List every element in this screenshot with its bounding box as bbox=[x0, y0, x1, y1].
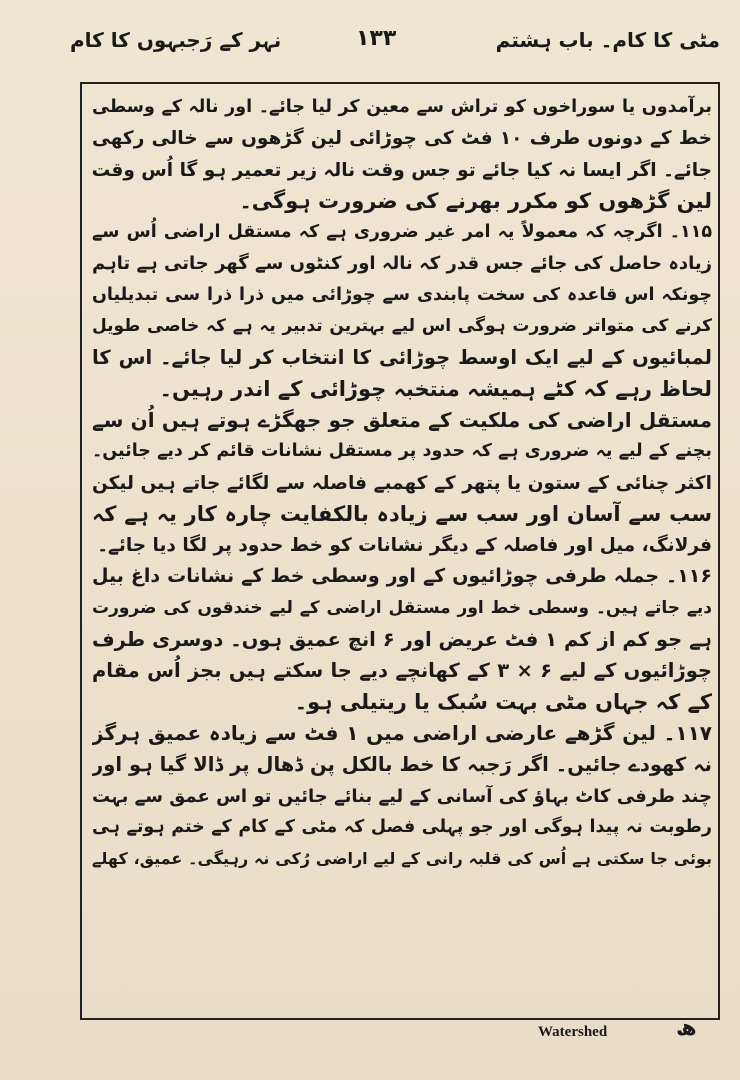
text-line: برآمدوں یا سوراخوں کو تراش سے معین کر لیا جائے۔ اور نالہ کے وسطی bbox=[92, 97, 712, 117]
text-line: رطوبت نہ پیدا ہوگی اور جو پہلی فصل کہ مٹی کے کام کے ختم ہوتے ہی bbox=[92, 816, 712, 837]
text-line: چوڑائیوں کے لیے ۶ × ۳ کے کھانچے دیے جا سکتے ہیں بجز اُس مقام bbox=[92, 659, 712, 683]
text-line: اکثر چنائی کے ستون یا پتھر کے کھمبے فاصلہ سے لگائے جاتے ہیں لیکن bbox=[92, 472, 712, 494]
text-line: ہے جو کم از کم ۱ فٹ عریض اور ۶ انچ عمیق ہوں۔ دوسری طرف bbox=[92, 628, 712, 652]
page-header bbox=[0, 0, 740, 80]
text-line: بچنے کے لیے یہ ضروری ہے کہ حدود پر مستقل نشانات قائم کر دیے جائیں۔ bbox=[92, 441, 712, 462]
text-line: خط کے دونوں طرف ۱۰ فٹ کی چوڑائی لین گڑھوں سے خالی رکھی bbox=[92, 128, 712, 150]
text-line: بوئی جا سکتی ہے اُس کی قلبہ رانی کے لیے اراضی رُکی نہ رہیگی۔ عمیق، کھلے bbox=[92, 849, 712, 869]
text-line: چند طرفی کاٹ بہاؤ کی آسانی کے لیے بنائے جائیں تو اس عمق سے بہت bbox=[92, 785, 712, 807]
page-body-text bbox=[92, 92, 712, 1012]
text-line: کرنے کی متواتر ضرورت ہوگی اس لیے بہترین تدبیر یہ ہے کہ خاصی طویل bbox=[92, 316, 712, 337]
text-line: چونکہ اس قاعدہ کی سخت پابندی سے چوڑائی میں ذرا ذرا سی تبدیلیاں bbox=[92, 284, 712, 305]
text-line: لین گڑھوں کو مکرر بھرنے کی ضرورت ہوگی۔ bbox=[239, 188, 712, 213]
text-line: لمبائیوں کے لیے ایک اوسط چوڑائی کا انتخاب کر لیا جائے۔ اس کا bbox=[92, 346, 712, 370]
text-line: زیادہ حاصل کی جائے جس قدر کہ نالہ اور کنٹوں سے گھر جاتی ہے تاہم bbox=[92, 253, 712, 275]
page-number: ۱۳۳ bbox=[356, 26, 397, 51]
text-line: فرلانگ، میل اور فاصلہ کے دیگر نشانات کو خط حدود پر لگا دیا جائے۔ bbox=[97, 535, 712, 557]
text-line: کے کہ جہاں مٹی بہت سُبک یا ریتیلی ہو۔ bbox=[294, 689, 712, 714]
text-line: نہ کھودے جائیں۔ اگر رَجبہ کا خط بالکل پن ڈھال پر ڈالا گیا ہو اور bbox=[92, 753, 712, 777]
footer-signature-mark: ھ bbox=[676, 1016, 697, 1041]
running-head-right: مٹی کا کام۔ باب ہشتم bbox=[495, 28, 720, 52]
text-line: ۱۱۶۔ جملہ طرفی چوڑائیوں کے اور وسطی خط کے نشانات داغ بیل bbox=[92, 565, 712, 588]
text-line: دیے جاتے ہیں۔ وسطی خط اور مستقل اراضی کے لیے خندقوں کی ضرورت bbox=[92, 597, 712, 618]
text-line: لحاظ رہے کہ کٹے ہمیشہ منتخبہ چوڑائی کے اندر رہیں۔ bbox=[159, 376, 712, 401]
text-line: ۱۱۷۔ لین گڑھے عارضی اراضی میں ۱ فٹ سے زیادہ عمیق ہرگز bbox=[92, 720, 712, 745]
text-line: ۱۱۵۔ اگرچہ کہ معمولاً یہ امر غیر ضروری ہے کہ مستقل اراضی اُس سے bbox=[92, 222, 712, 243]
text-line: مستقل اراضی کی ملکیت کے متعلق جو جھگڑے ہوتے ہیں اُن سے bbox=[92, 407, 712, 432]
text-line: سب سے آسان اور سب سے زیادہ بالکفایت چارہ کار یہ ہے کہ bbox=[92, 501, 712, 526]
running-head-left: نہر کے رَجبہوں کا کام bbox=[70, 28, 282, 52]
text-line: جائے۔ اگر ایسا نہ کیا جائے تو جس وقت نالہ زیر تعمیر ہو گا اُس وقت bbox=[92, 159, 712, 181]
footer-catchword: Watershed bbox=[538, 1024, 608, 1040]
